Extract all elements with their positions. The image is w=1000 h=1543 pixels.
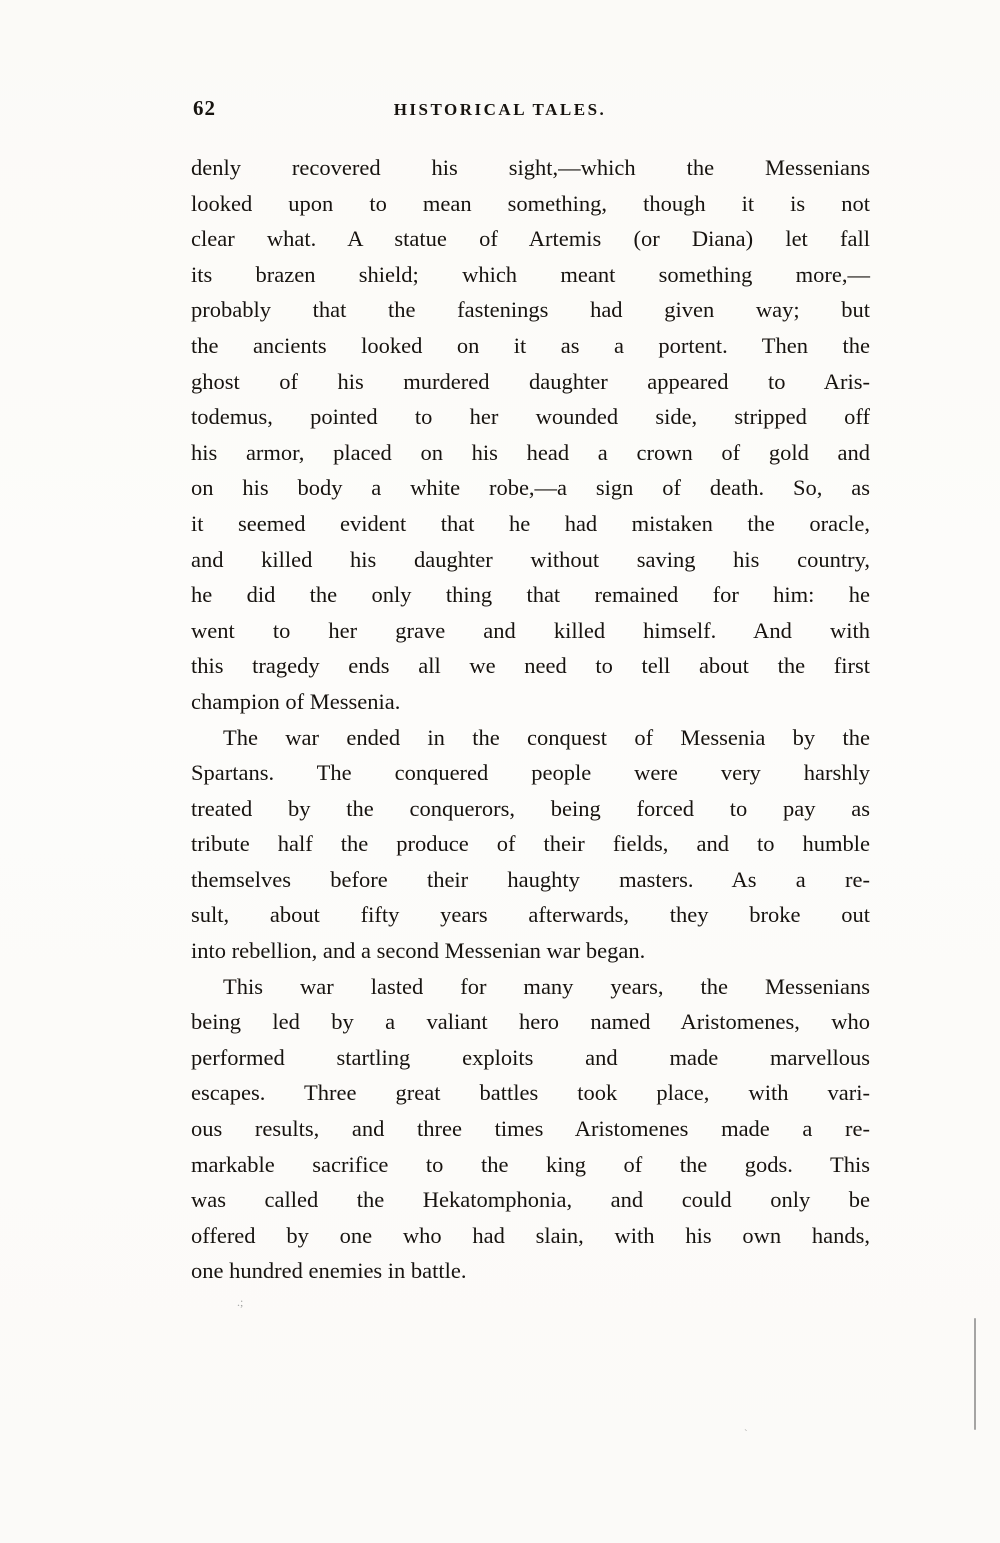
text-line: one hundred enemies in battle. [191, 1258, 467, 1284]
text-line: and killed his daughter without saving his country, [191, 546, 870, 572]
text-line: champion of Messenia. [191, 688, 401, 714]
text-line: clear what. A statue of Artemis (or Diana) let fall [191, 226, 870, 252]
text-line: being led by a valiant hero named Aristomenes, who [191, 1009, 870, 1035]
text-line: todemus, pointed to her wounded side, stripped off [191, 404, 870, 430]
text-line: ous results, and three times Aristomenes made a re- [191, 1116, 870, 1142]
text-line: the ancients looked on it as a portent. Then the [191, 332, 870, 358]
text-line: went to her grave and killed himself. And with [191, 617, 870, 643]
scan-artifact-speck: ` [744, 1428, 748, 1440]
text-line: ghost of his murdered daughter appeared to Aris- [191, 368, 870, 394]
text-line: its brazen shield; which meant something more,— [191, 261, 870, 287]
text-line: offered by one who had slain, with his own hands, [191, 1222, 870, 1248]
scan-artifact-speck: .; [237, 1295, 244, 1309]
text-line: themselves before their haughty masters. As a re- [191, 866, 870, 892]
text-line: it seemed evident that he had mistaken the oracle, [191, 510, 870, 536]
text-line: looked upon to mean something, though it is not [191, 190, 870, 216]
text-line: Spartans. The conquered people were very harshly [191, 760, 870, 786]
text-line: markable sacrifice to the king of the gods. This [191, 1151, 870, 1177]
text-line: his armor, placed on his head a crown of gold and [191, 439, 870, 465]
text-line: on his body a white robe,—a sign of death. So, as [191, 475, 870, 501]
page-number: 62 [193, 96, 216, 120]
text-line: probably that the fastenings had given way; but [191, 297, 870, 323]
running-header-title: HISTORICAL TALES. [393, 100, 607, 119]
paragraph [191, 150, 870, 720]
paragraph [191, 969, 870, 1289]
text-line: tribute half the produce of their fields, and to humble [191, 831, 870, 857]
text-line: The war ended in the conquest of Messenia by the [223, 724, 870, 750]
text-line: performed startling exploits and made marvellous [191, 1044, 870, 1070]
body-text [191, 150, 870, 1289]
text-line: this tragedy ends all we need to tell about the first [191, 653, 870, 679]
text-line: sult, about fifty years afterwards, they broke out [191, 902, 870, 928]
paragraph [191, 720, 870, 969]
page-header [0, 96, 1000, 126]
text-line: treated by the conquerors, being forced to pay as [191, 795, 870, 821]
scan-artifact-line [974, 1318, 976, 1430]
text-line: he did the only thing that remained for him: he [191, 582, 870, 608]
text-line: into rebellion, and a second Messenian war began. [191, 938, 646, 964]
text-line: was called the Hekatomphonia, and could only be [191, 1187, 870, 1213]
text-line: denly recovered his sight,—which the Messenians [191, 155, 870, 180]
text-line: This war lasted for many years, the Messenians [223, 973, 870, 999]
text-line: escapes. Three great battles took place, with vari- [191, 1080, 870, 1106]
